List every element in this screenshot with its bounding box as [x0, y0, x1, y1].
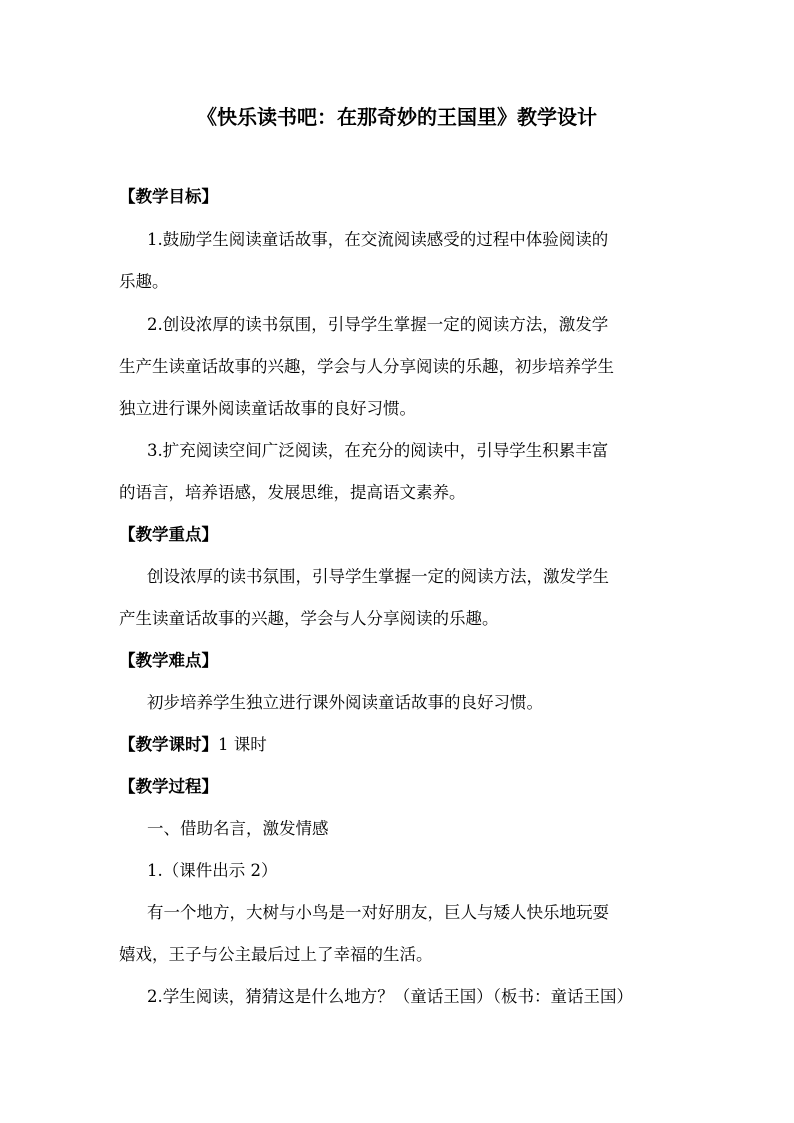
goal-2-line-2: 生产生读童话故事的兴趣，学会与人分享阅读的乐趣，初步培养学生 — [119, 357, 614, 376]
process-step-1-text-line-1: 有一个地方，大树与小鸟是一对好朋友，巨人与矮人快乐地玩耍 — [147, 903, 609, 922]
difficulties-heading: 【教学难点】 — [119, 651, 218, 670]
difficulties-text: 初步培养学生独立进行课外阅读童话故事的良好习惯。 — [147, 693, 543, 712]
goal-3-line-1: 3.扩充阅读空间广泛阅读，在充分的阅读中，引导学生积累丰富 — [147, 441, 609, 460]
key-points-line-2: 产生读童话故事的兴趣，学会与人分享阅读的乐趣。 — [119, 609, 499, 628]
process-step-1-text-line-2: 嬉戏，王子与公主最后过上了幸福的生活。 — [119, 945, 433, 964]
process-step-1: 1.（课件出示 2） — [147, 861, 278, 880]
goal-2-line-1: 2.创设浓厚的读书氛围，引导学生掌握一定的阅读方法，激发学 — [147, 315, 609, 334]
goal-1-line-1: 1.鼓励学生阅读童话故事，在交流阅读感受的过程中体验阅读的 — [147, 230, 609, 249]
process-section-1: 一、借助名言，激发情感 — [147, 819, 329, 838]
key-points-heading: 【教学重点】 — [119, 525, 218, 544]
document-title: 《快乐读书吧：在那奇妙的王国里》教学设计 — [197, 105, 597, 129]
goal-3-line-2: 的语言，培养语感，发展思维，提高语文素养。 — [119, 483, 466, 502]
class-hours-value: 1 课时 — [218, 735, 267, 754]
goal-1-line-2: 乐趣。 — [119, 272, 169, 291]
class-hours — [119, 733, 679, 757]
goal-2-line-3: 独立进行课外阅读童话故事的良好习惯。 — [119, 399, 416, 418]
process-step-2: 2.学生阅读，猜猜这是什么地方？（童话王国）（板书：童话王国） — [147, 987, 633, 1006]
class-hours-heading: 【教学课时】 — [119, 735, 218, 754]
goals-heading: 【教学目标】 — [119, 187, 218, 206]
process-heading: 【教学过程】 — [119, 777, 218, 796]
key-points-line-1: 创设浓厚的读书氛围，引导学生掌握一定的阅读方法，激发学生 — [147, 567, 609, 586]
